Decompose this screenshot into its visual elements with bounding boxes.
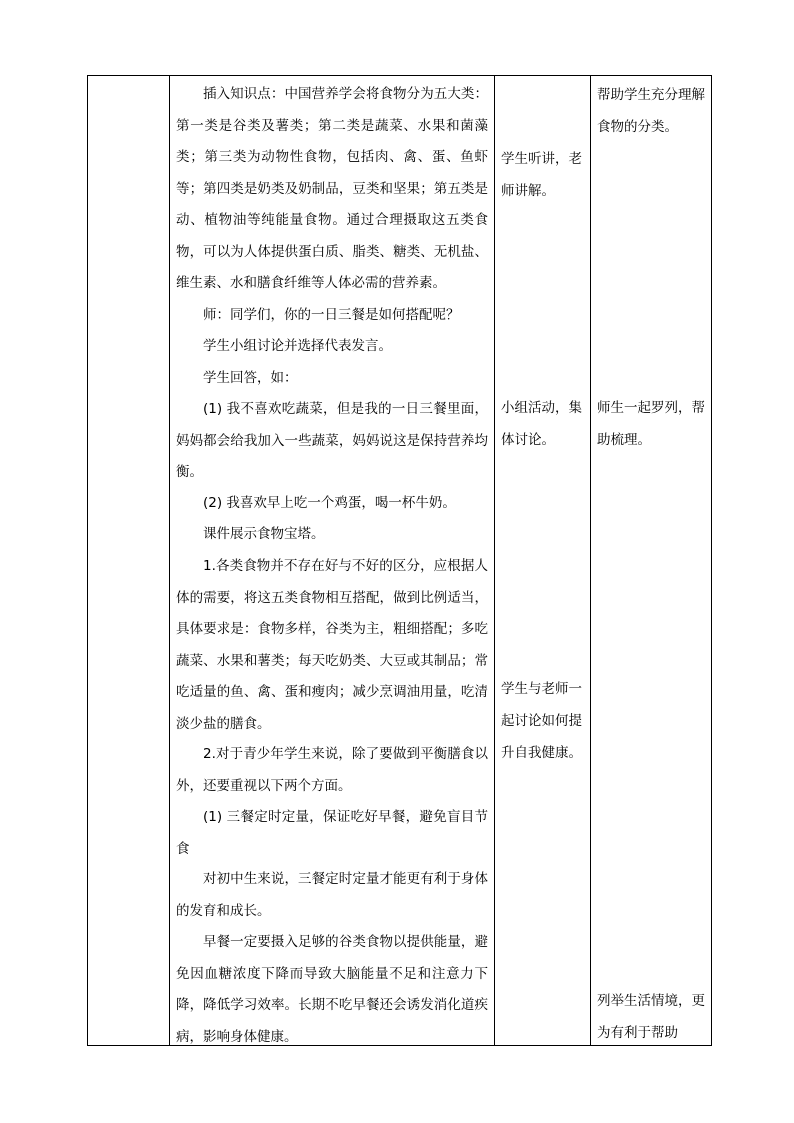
student-activity-cell: [495, 76, 591, 1046]
meal-timing-paragraph: 对初中生来说，三餐定时定量才能更有利于身体的发育和成长。: [176, 871, 488, 919]
knowledge-paragraph: 插入知识点：中国营养学会将食物分为五大类：第一类是谷类及薯类；第二类是蔬菜、水果和菌藻类；第三类为动物性食物，包括肉、禽、蛋、鱼虾等；第四类是奶类及奶制品，豆类和坚果；第五类是动、植物油等纯能量食物。通过合理摄取这五类食物，可以为人体提供蛋白质、脂类、糖类、无机盐、维生素、水和膳食纤维等人体必需的营养素。: [176, 86, 488, 291]
intent-scenarios: 列举生活情境，更为有利于帮助: [597, 993, 705, 1041]
activity-discuss: 学生与老师一起讨论如何提升自我健康。: [501, 681, 582, 761]
student-answer-2: (2) 我喜欢早上吃一个鸡蛋，喝一杯牛奶。: [203, 495, 456, 511]
table-row: [88, 76, 712, 1046]
student-answer-1: (1) 我不喜欢吃蔬菜，但是我的一日三餐里面，妈妈都会给我加入一些蔬菜，妈妈说这是保持营养均衡。: [176, 401, 488, 480]
sub-point-1-heading: (1) 三餐定时定量，保证吃好早餐，避免盲目节食: [176, 809, 488, 857]
point-1-paragraph: 1.各类食物并不存在好与不好的区分，应根据人体的需要，将这五类食物相互搭配，做到比例适当，具体要求是：食物多样，谷类为主，粗细搭配；多吃蔬菜、水果和薯类；每天吃奶类、大豆或其制品；常吃适量的鱼、禽、蛋和瘦肉；减少烹调油用量，吃清淡少盐的膳食。: [176, 558, 488, 732]
courseware-display: 课件展示食物宝塔。: [203, 526, 325, 542]
lesson-plan-table: [87, 75, 712, 1046]
stage-cell: [88, 76, 170, 1046]
activity-group: 小组活动，集体讨论。: [501, 400, 582, 448]
group-discussion-text: 学生小组讨论并选择代表发言。: [203, 338, 392, 354]
student-answer-intro: 学生回答，如：: [203, 370, 298, 386]
teaching-content-cell: [170, 76, 495, 1046]
breakfast-paragraph: 早餐一定要摄入足够的谷类食物以提供能量，避免因血糖浓度下降而导致大脑能量不足和注意力下降，降低学习效率。长期不吃早餐还会诱发消化道疾病，影响身体健康。: [176, 934, 488, 1045]
intent-organize: 师生一起罗列，帮助梳理。: [597, 400, 705, 448]
teacher-question: 师：同学们，你的一日三餐是如何搭配呢？: [203, 307, 460, 323]
point-2-paragraph: 2.对于青少年学生来说，除了要做到平衡膳食以外，还要重视以下两个方面。: [176, 746, 488, 794]
intent-classification: 帮助学生充分理解食物的分类。: [597, 87, 705, 135]
design-intent-cell: [591, 76, 712, 1046]
activity-listen: 学生听讲，老师讲解。: [501, 151, 582, 199]
